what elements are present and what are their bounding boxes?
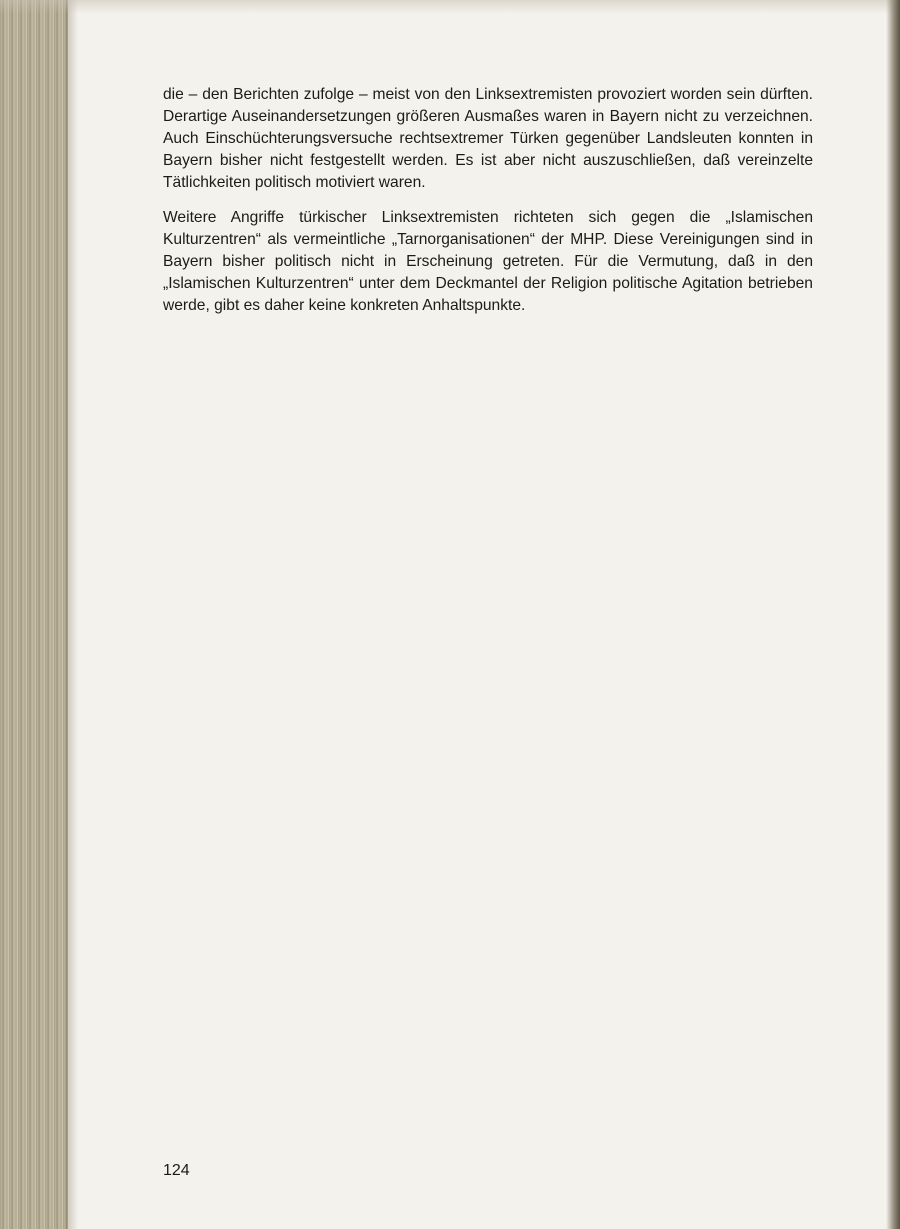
book-page-edge (0, 0, 68, 1229)
top-shadow (0, 0, 900, 14)
body-text (163, 84, 813, 330)
page-number: 124 (163, 1162, 190, 1179)
right-page-edge (886, 0, 900, 1229)
paragraph-2: Weitere Angriffe türkischer Linksextremisten richteten sich gegen die „Islamischen Kulturzentren“ als vermeintliche „Tarnorganisationen“ der MHP. Diese Vereinigungen sind in Bayern bisher politisch nicht in Erscheinung getreten. Für die Vermutung, daß in den „Islamischen Kulturzentren“ unter dem Deckmantel der Religion politische Agitation betrieben werde, gibt es daher keine konkreten Anhaltspunkte. (163, 209, 813, 314)
paragraph-1: die – den Berichten zufolge – meist von den Linksextremisten provoziert worden sein dürften. Derartige Auseinandersetzungen größeren Ausmaßes waren in Bayern nicht zu verzeichnen. Auch Einschüchterungsversuche rechtsextremer Türken gegenüber Landsleuten konnten in Bayern bisher nicht festgestellt werden. Es ist aber nicht auszuschließen, daß vereinzelte Tätlichkeiten politisch motiviert waren. (163, 86, 813, 191)
